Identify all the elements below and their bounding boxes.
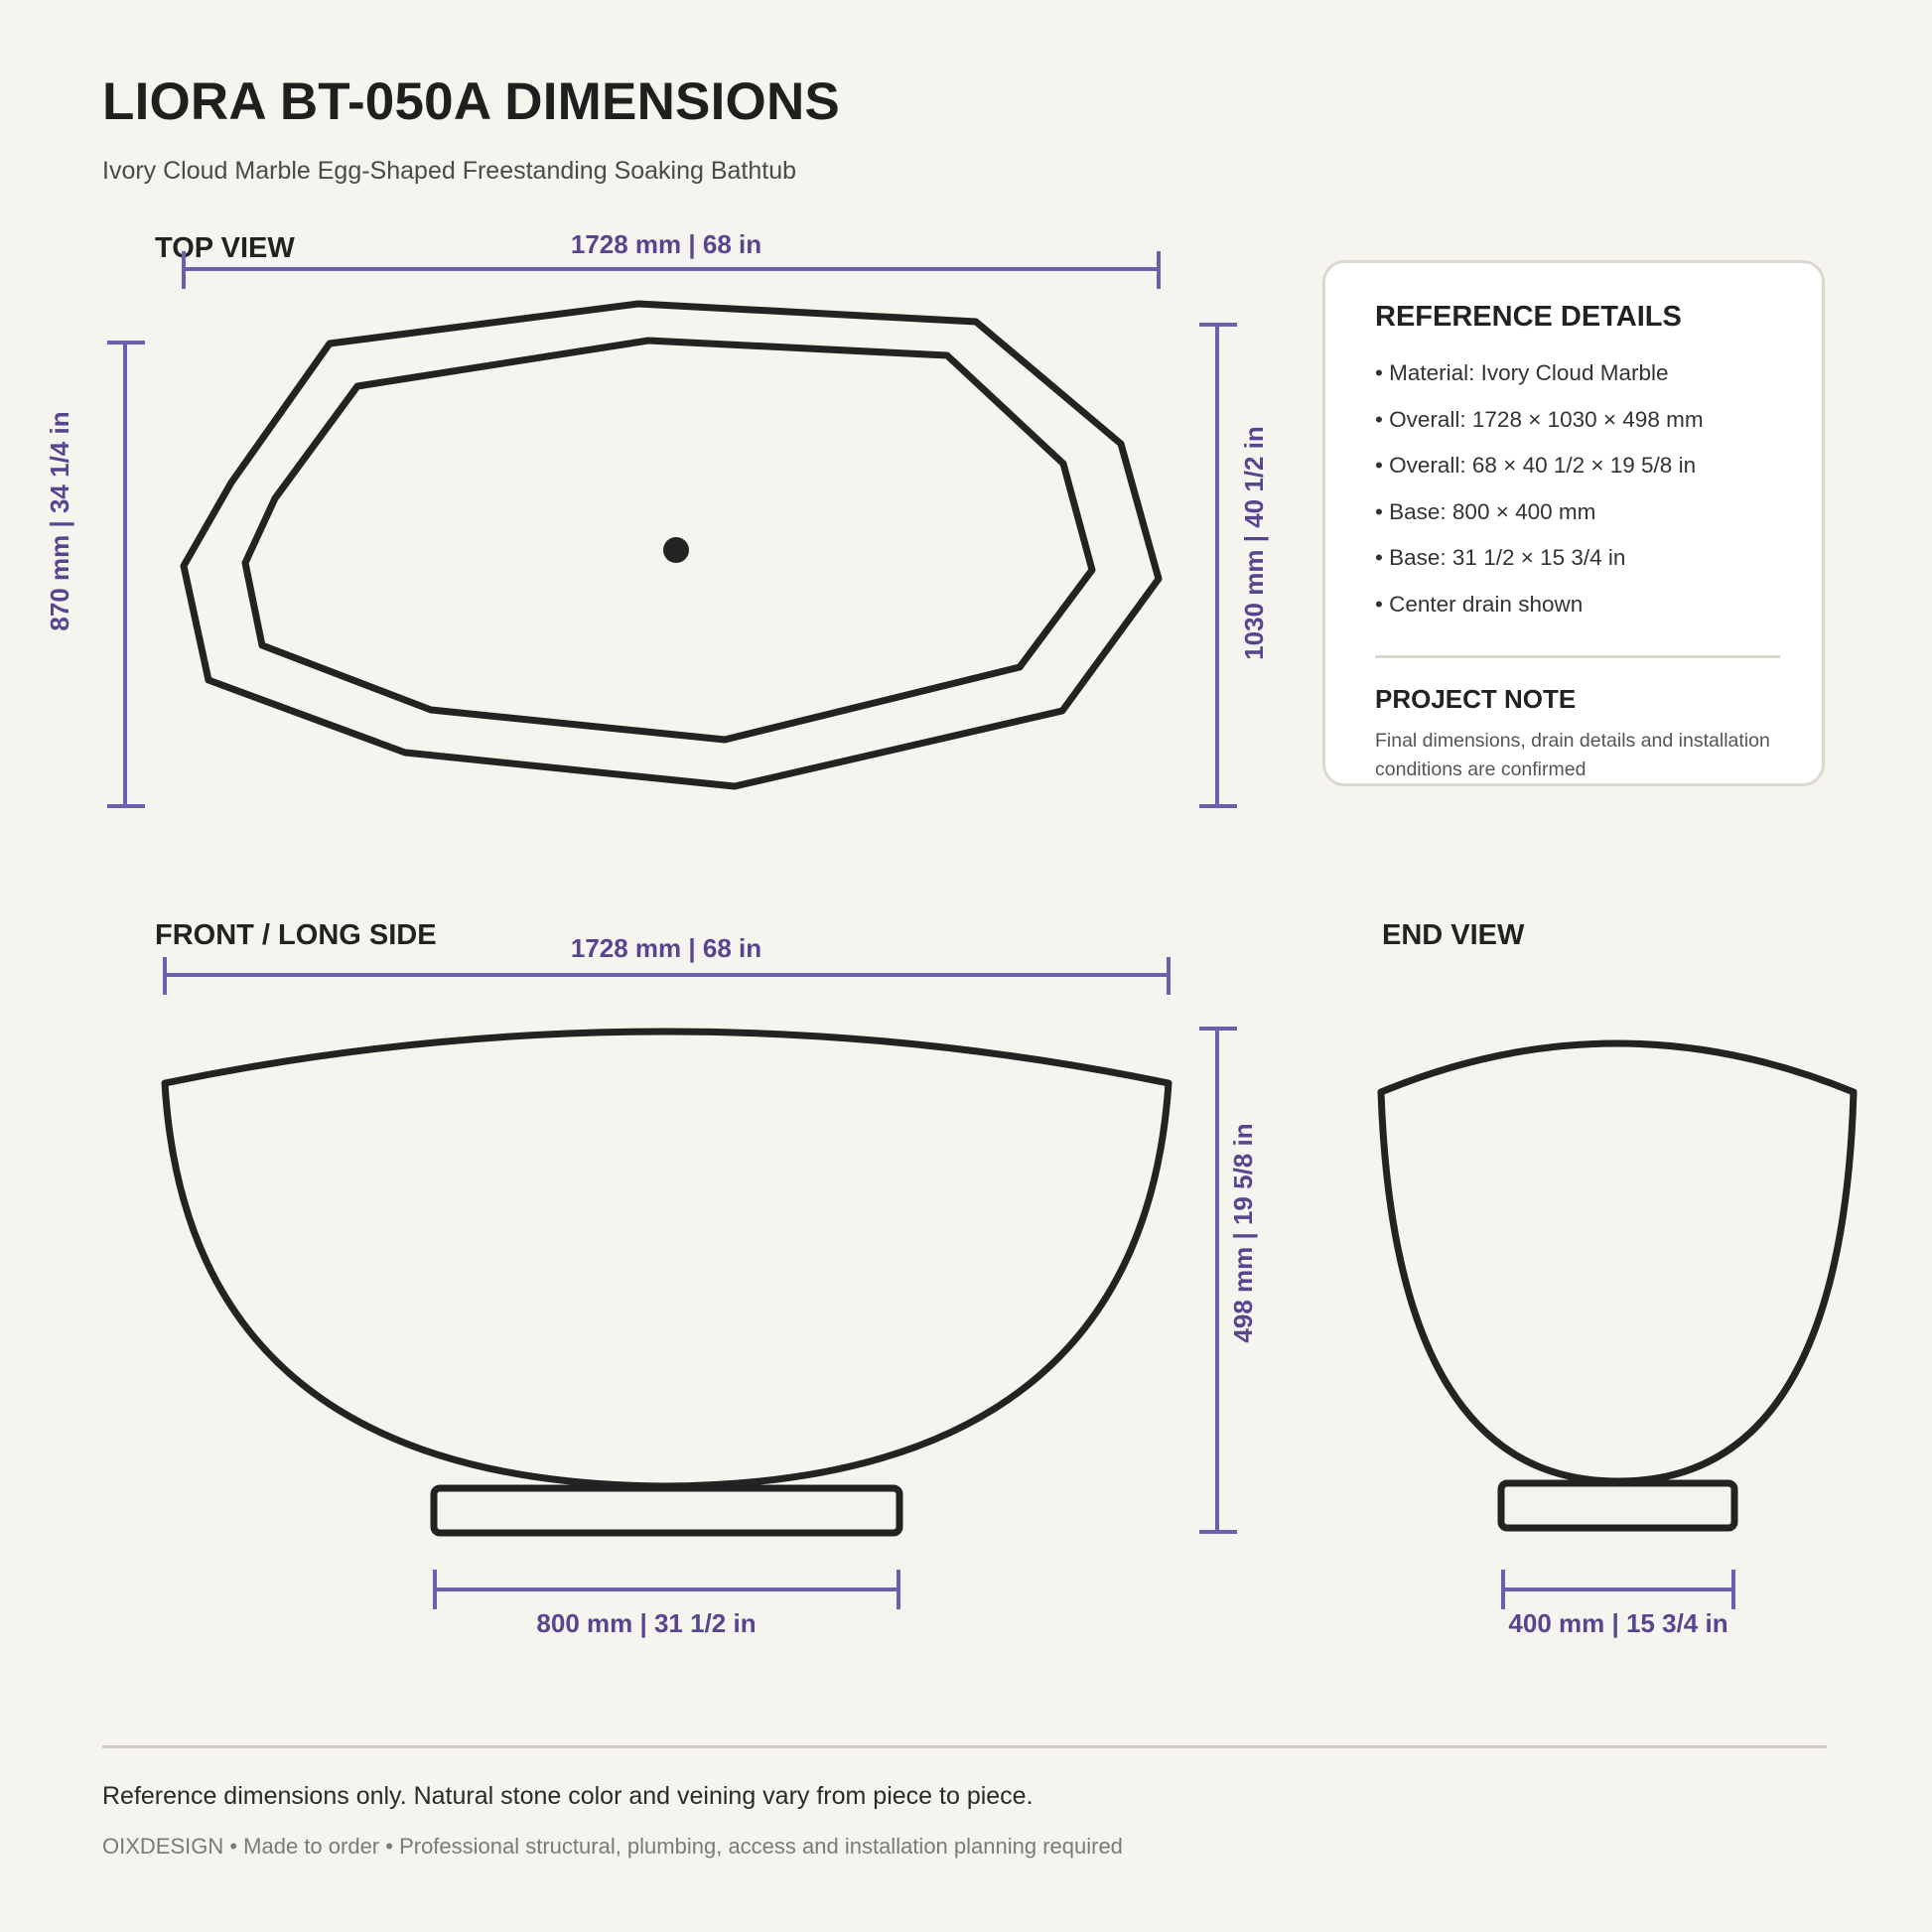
footer-disclaimer: Reference dimensions only. Natural stone color and veining vary from piece to piece. — [102, 1782, 1034, 1810]
reference-details-heading: REFERENCE DETAILS — [1375, 301, 1682, 333]
top-width-dimension-label: 1728 mm | 68 in — [570, 229, 762, 259]
reference-item-base-mm: • Base: 800 × 400 mm — [1375, 498, 1596, 524]
footer-brand-note: OIXDESIGN • Made to order • Professional structural, plumbing, access and installation planning required — [102, 1834, 1123, 1859]
page-title: LIORA BT-050A DIMENSIONS — [102, 72, 840, 131]
reference-divider — [1375, 655, 1780, 658]
front-height-dimension-label: 498 mm | 19 5/8 in — [1227, 1123, 1258, 1343]
project-note-text: Final dimensions, drain details and installation conditions are confirmed — [1375, 730, 1770, 780]
reference-item-overall-in: • Overall: 68 × 40 1/2 × 19 5/8 in — [1375, 453, 1697, 479]
top-right-height-dimension-line — [1199, 325, 1237, 806]
reference-details-list — [1375, 359, 1704, 637]
front-view-base — [434, 1488, 899, 1533]
front-width-dimension-label: 1728 mm | 68 in — [570, 933, 762, 963]
footer-divider — [102, 1745, 1827, 1748]
reference-item-material: • Material: Ivory Cloud Marble — [1375, 360, 1669, 385]
front-view-label: FRONT / LONG SIDE — [155, 919, 437, 951]
reference-item-drain: • Center drain shown — [1375, 591, 1584, 617]
end-view-base — [1501, 1483, 1734, 1528]
project-note-heading: PROJECT NOTE — [1375, 684, 1577, 714]
top-left-height-dimension-line — [107, 343, 145, 806]
top-view-label: TOP VIEW — [155, 232, 295, 264]
end-base-dimension-line — [1503, 1570, 1733, 1609]
reference-details-card — [1322, 260, 1825, 786]
page-subtitle: Ivory Cloud Marble Egg-Shaped Freestanding Soaking Bathtub — [102, 157, 797, 185]
front-view-tub-outline — [165, 1032, 1169, 1486]
front-base-dimension-line — [435, 1570, 898, 1609]
drain-icon — [663, 537, 689, 563]
end-view-tub-outline — [1381, 1043, 1854, 1481]
reference-item-base-in: • Base: 31 1/2 × 15 3/4 in — [1375, 545, 1626, 571]
end-base-dimension-label: 400 mm | 15 3/4 in — [1508, 1608, 1728, 1638]
end-view-label: END VIEW — [1382, 919, 1525, 951]
top-right-height-dimension-label: 1030 mm | 40 1/2 in — [1238, 426, 1269, 660]
front-base-dimension-label: 800 mm | 31 1/2 in — [536, 1608, 757, 1638]
reference-item-overall-mm: • Overall: 1728 × 1030 × 498 mm — [1375, 406, 1704, 432]
top-left-height-dimension-label: 870 mm | 34 1/4 in — [44, 411, 74, 631]
